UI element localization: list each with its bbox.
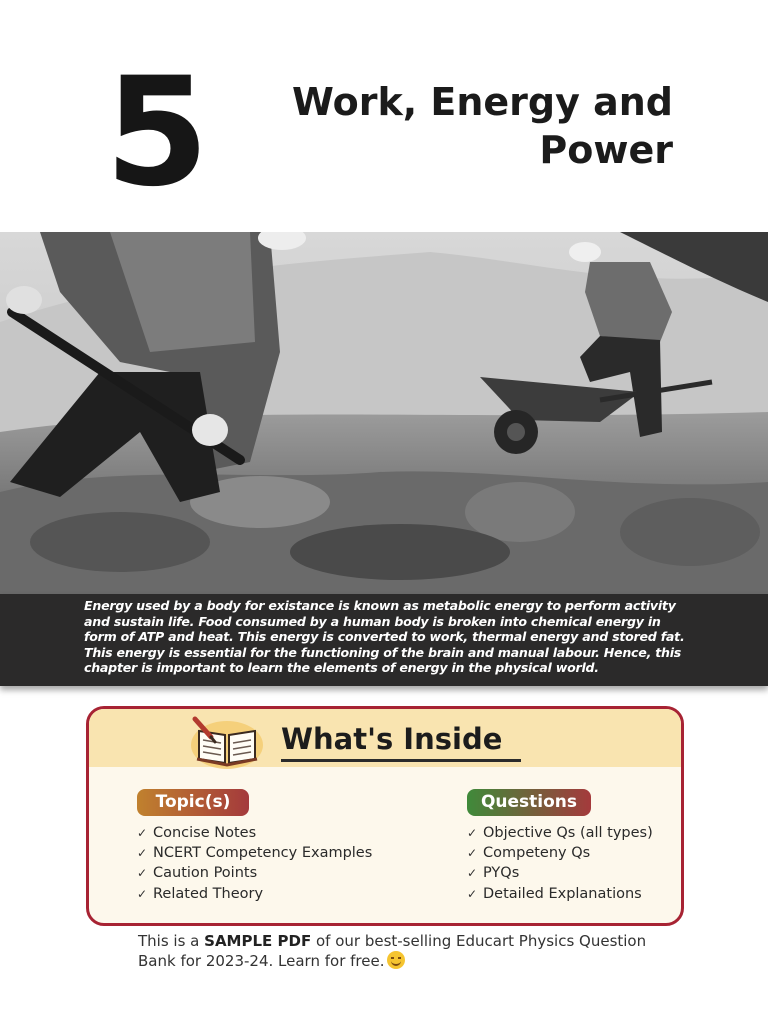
sample-pdf-note: This is a SAMPLE PDF of our best-selling Educart Physics Question Bank for 2023-24. Learn for free. — [138, 932, 647, 970]
check-icon: ✓ — [137, 886, 148, 901]
check-icon: ✓ — [467, 886, 478, 901]
check-icon: ✓ — [467, 826, 478, 840]
questions-list — [467, 823, 653, 904]
chapter-title — [233, 78, 673, 174]
list-item: ✓ Related Theory — [137, 884, 372, 904]
chapter-title-line2: Power — [539, 128, 673, 172]
list-item: ✓ Competeny Qs — [467, 843, 653, 863]
list-item: ✓ Detailed Explanations — [467, 884, 653, 904]
photo-illustration — [0, 232, 768, 594]
sample-pdf-bold: SAMPLE PDF — [204, 932, 312, 950]
check-icon: ✓ — [137, 846, 148, 861]
check-icon: ✓ — [137, 866, 148, 881]
list-item: ✓ Objective Qs (all types) — [467, 823, 653, 843]
list-item: ✓ NCERT Competency Examples — [137, 843, 372, 863]
title-underline — [281, 759, 521, 762]
check-icon: ✓ — [467, 846, 478, 861]
construction-workers-photo — [0, 232, 768, 594]
list-item: ✓ Concise Notes — [137, 823, 372, 843]
chapter-title-line1: Work, Energy and — [292, 80, 673, 124]
list-item: ✓ PYQs — [467, 863, 653, 883]
chapter-number: 5 — [104, 46, 206, 220]
whats-inside-title: What's Inside — [281, 722, 503, 756]
check-icon: ✓ — [467, 866, 478, 881]
open-book-icon — [187, 711, 267, 771]
check-icon: ✓ — [137, 826, 148, 840]
topics-label: Topic(s) — [137, 789, 249, 816]
intro-paragraph: Energy used by a body for existance is known as metabolic energy to perform activity and sustain life. Food consumed by a human body is broken into chemical energy in form of ATP and heat. This energy is converted to work, thermal energy and stored fat. This energy is essential for the functioning of the brain and manual labour. Hence, this chapter is important to learn the elements of energy in the physical world. — [84, 598, 685, 676]
smiling-face-icon — [387, 951, 405, 969]
whats-inside-box — [86, 706, 684, 926]
topics-list — [137, 823, 372, 904]
questions-label: Questions — [467, 789, 591, 816]
list-item: ✓ Caution Points — [137, 863, 372, 883]
